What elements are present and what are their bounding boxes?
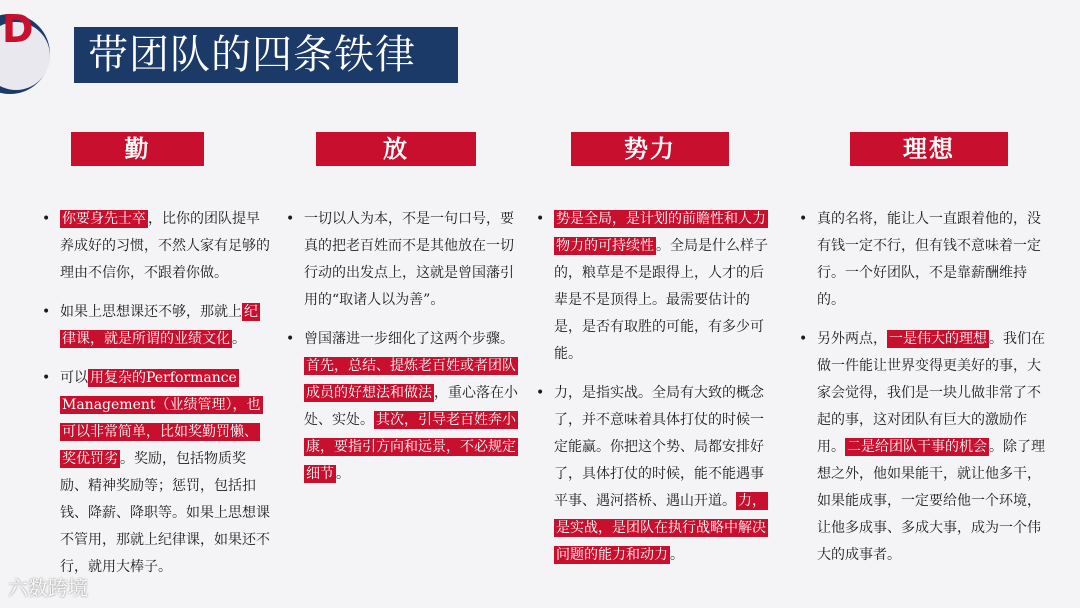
list-item [38, 206, 270, 287]
highlight: 首先，总结、提炼老百姓或者团队成员的好想法和做法 [306, 358, 516, 401]
highlight: 势是全局，是计划的前瞻性和人力物力的可持续性 [556, 211, 766, 254]
highlight: 其次，引导老百姓奔小康，要指引方向和远景，不必规定细节 [306, 412, 516, 482]
list-item [38, 365, 270, 581]
column-ideal [795, 206, 1045, 581]
body-text: 。奖励，包括物质奖励、精神奖励等；惩罚，包括扣钱、降薪、降职等。如果上思想课不管用，那就上纪律课，如果还不行，就用大棒子。 [60, 451, 270, 575]
list-item [282, 326, 520, 488]
heading-momentum: 势力 [571, 132, 729, 166]
body-text: 力，是指实战。全局有大致的概念了，并不意味着具体打仗的时候一定能赢。你把这个势、局都安排好了，具体打仗的时候，能不能遇事平事、遇河搭桥、遇山开道。 [554, 385, 764, 509]
column-diligence [38, 206, 270, 593]
highlight: 用复杂的Performance Management（业绩管理），也可以非常简单，比如奖勤罚懒、奖优罚劣 [62, 370, 261, 467]
highlight: 你要身先士卒 [62, 211, 146, 227]
body-text: ，重心落在小处、实处。 [304, 385, 518, 428]
body-text: 。除了理想之外，他如果能干，就让他多干，如果能成事，一定要给他一个环境，让他多成事、多成大事，成为一个伟大的成事者。 [817, 439, 1045, 563]
body-text: 。 [336, 466, 350, 482]
list-item [532, 206, 772, 368]
heading-delegate: 放 [316, 132, 476, 166]
body-text: 。全局是什么样子的，粮草是不是跟得上，人才的后辈是不是顶得上。最需要估计的是，是否有取胜的可能，有多少可能。 [554, 238, 768, 362]
body-text: 另外两点， [817, 331, 887, 347]
list-item [282, 206, 520, 314]
highlight: 纪律课，就是所谓的业绩文化 [62, 304, 258, 347]
watermark: 六数跨境 [8, 576, 88, 600]
heading-diligence: 勤 [71, 132, 204, 166]
body-text: 。我们在做一件能让世界变得更美好的事，大家会觉得，我们是一块儿做非常了不起的事，这对团队有巨大的激励作用。 [817, 331, 1045, 455]
body-text: 可以 [60, 370, 88, 386]
body-text: ，比你的团队提早养成好的习惯，不然人家有足够的理由不信你，不跟着你做。 [60, 211, 270, 281]
logo-letter: D [2, 7, 34, 51]
highlight: 力，是实战，是团队在执行战略中解决问题的能力和动力 [556, 493, 766, 563]
brand-logo [0, 2, 58, 94]
body-text: 真的名将，能让人一直跟着他的，没有钱一定不行，但有钱不意味着一定行。一个好团队，不是靠薪酬维持的。 [817, 211, 1041, 308]
highlight: 一是伟大的理想 [889, 331, 987, 347]
body-text: 曾国藩进一步细化了这两个步骤。 [304, 331, 514, 347]
list-item [532, 380, 772, 569]
body-text: 一切以人为本，不是一句口号，要真的把老百姓而不是其他放在一切行动的出发点上，这就是曾国藩引用的“取诸人以为善”。 [304, 211, 514, 308]
list-item [38, 299, 270, 353]
column-momentum [532, 206, 772, 581]
list-item [795, 326, 1045, 569]
column-delegate [282, 206, 520, 500]
heading-ideal: 理想 [850, 132, 1008, 166]
page-title: 带团队的四条铁律 [74, 27, 458, 83]
body-text: 。 [670, 547, 684, 563]
body-text: 如果上思想课还不够，那就上 [60, 304, 242, 320]
highlight: 二是给团队干事的机会 [847, 439, 987, 455]
body-text: 。 [232, 331, 246, 347]
list-item [795, 206, 1045, 314]
